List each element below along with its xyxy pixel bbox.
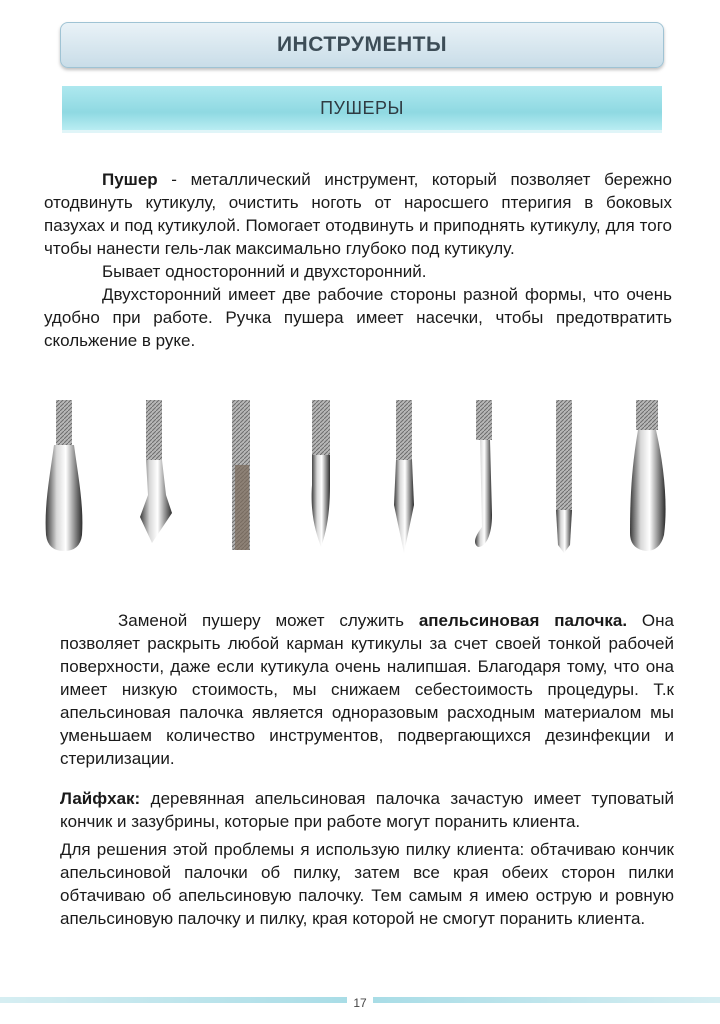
intro-paragraph-3: Двухсторонний имеет две рабочие стороны разной формы, что очень удобно при работе. Ручка пушера имеет насечки, чтобы предотвратить скольжение в руке.	[44, 285, 672, 350]
section-title: ПУШЕРЫ	[320, 97, 404, 118]
orange-stick-term: апельсиновая палочка.	[418, 611, 628, 630]
lifehack-paragraph	[60, 787, 674, 833]
pusher-tools-illustration	[40, 395, 680, 560]
pusher-tool-6	[475, 400, 492, 547]
pusher-tool-7	[556, 400, 572, 553]
intro-paragraph-1	[44, 168, 672, 260]
pusher-tool-5	[394, 400, 414, 553]
pusher-tool-2	[140, 400, 172, 543]
pusher-tool-1	[46, 400, 83, 551]
page-number	[0, 996, 720, 1010]
intro-paragraph-1-text: - металлический инструмент, который позволяет бережно отодвинуть кутикулу, очистить ноготь от наросшего птеригия в боковых пазухах и под кутикулой. Помогает отодвинуть и приподнять кутикулу, для того чтобы нанести гель-лак максимально глубоко под кутикулу.	[44, 170, 672, 258]
page-number-text: 17	[347, 996, 372, 1010]
lifehack-solution: Для решения этой проблемы я использую пилку клиента: обтачиваю кончик апельсиновой палочки об пилку, затем все края обеих сторон пилки обтачиваю об апельсиновую палочку. Тем самым я имею острую и ровную апельсиновую палочку и пилку, края которой не смогут поранить клиента.	[60, 840, 674, 928]
orange-stick-text	[60, 609, 674, 770]
section-header	[62, 86, 662, 133]
page-header	[60, 22, 664, 68]
orange-stick-paragraph	[60, 609, 674, 770]
lifehack-label: Лайфхак:	[60, 789, 141, 808]
intro-text	[44, 168, 672, 352]
page-title: ИНСТРУМЕНТЫ	[276, 33, 448, 56]
pusher-term: Пушер	[102, 170, 158, 189]
lifehack-paragraph-text: деревянная апельсиновая палочка зачастую имеет туповатый кончик и зазубрины, которые при работе могут поранить клиента.	[60, 789, 674, 831]
pusher-tool-8	[630, 400, 666, 551]
pusher-tool-3	[232, 400, 250, 550]
orange-stick-rest: Она позволяет раскрыть любой карман кутикулы за счет своей тонкой рабочей поверхности, даже если кутикула очень налипшая. Благодаря тому, что она имеет низкую стоимость, мы снижаем себестоимость процедуры. Т.к апельсиновая палочка является одноразовым расходным материалом мы уменьшаем количество инструментов, подвергающихся дезинфекции и стерилизации.	[60, 611, 674, 768]
pusher-tool-4	[312, 400, 330, 547]
intro-paragraph-2: Бывает односторонний и двухсторонний.	[102, 262, 427, 281]
orange-stick-lead: Заменой пушеру может служить	[118, 611, 419, 630]
lifehack-text	[60, 787, 674, 930]
